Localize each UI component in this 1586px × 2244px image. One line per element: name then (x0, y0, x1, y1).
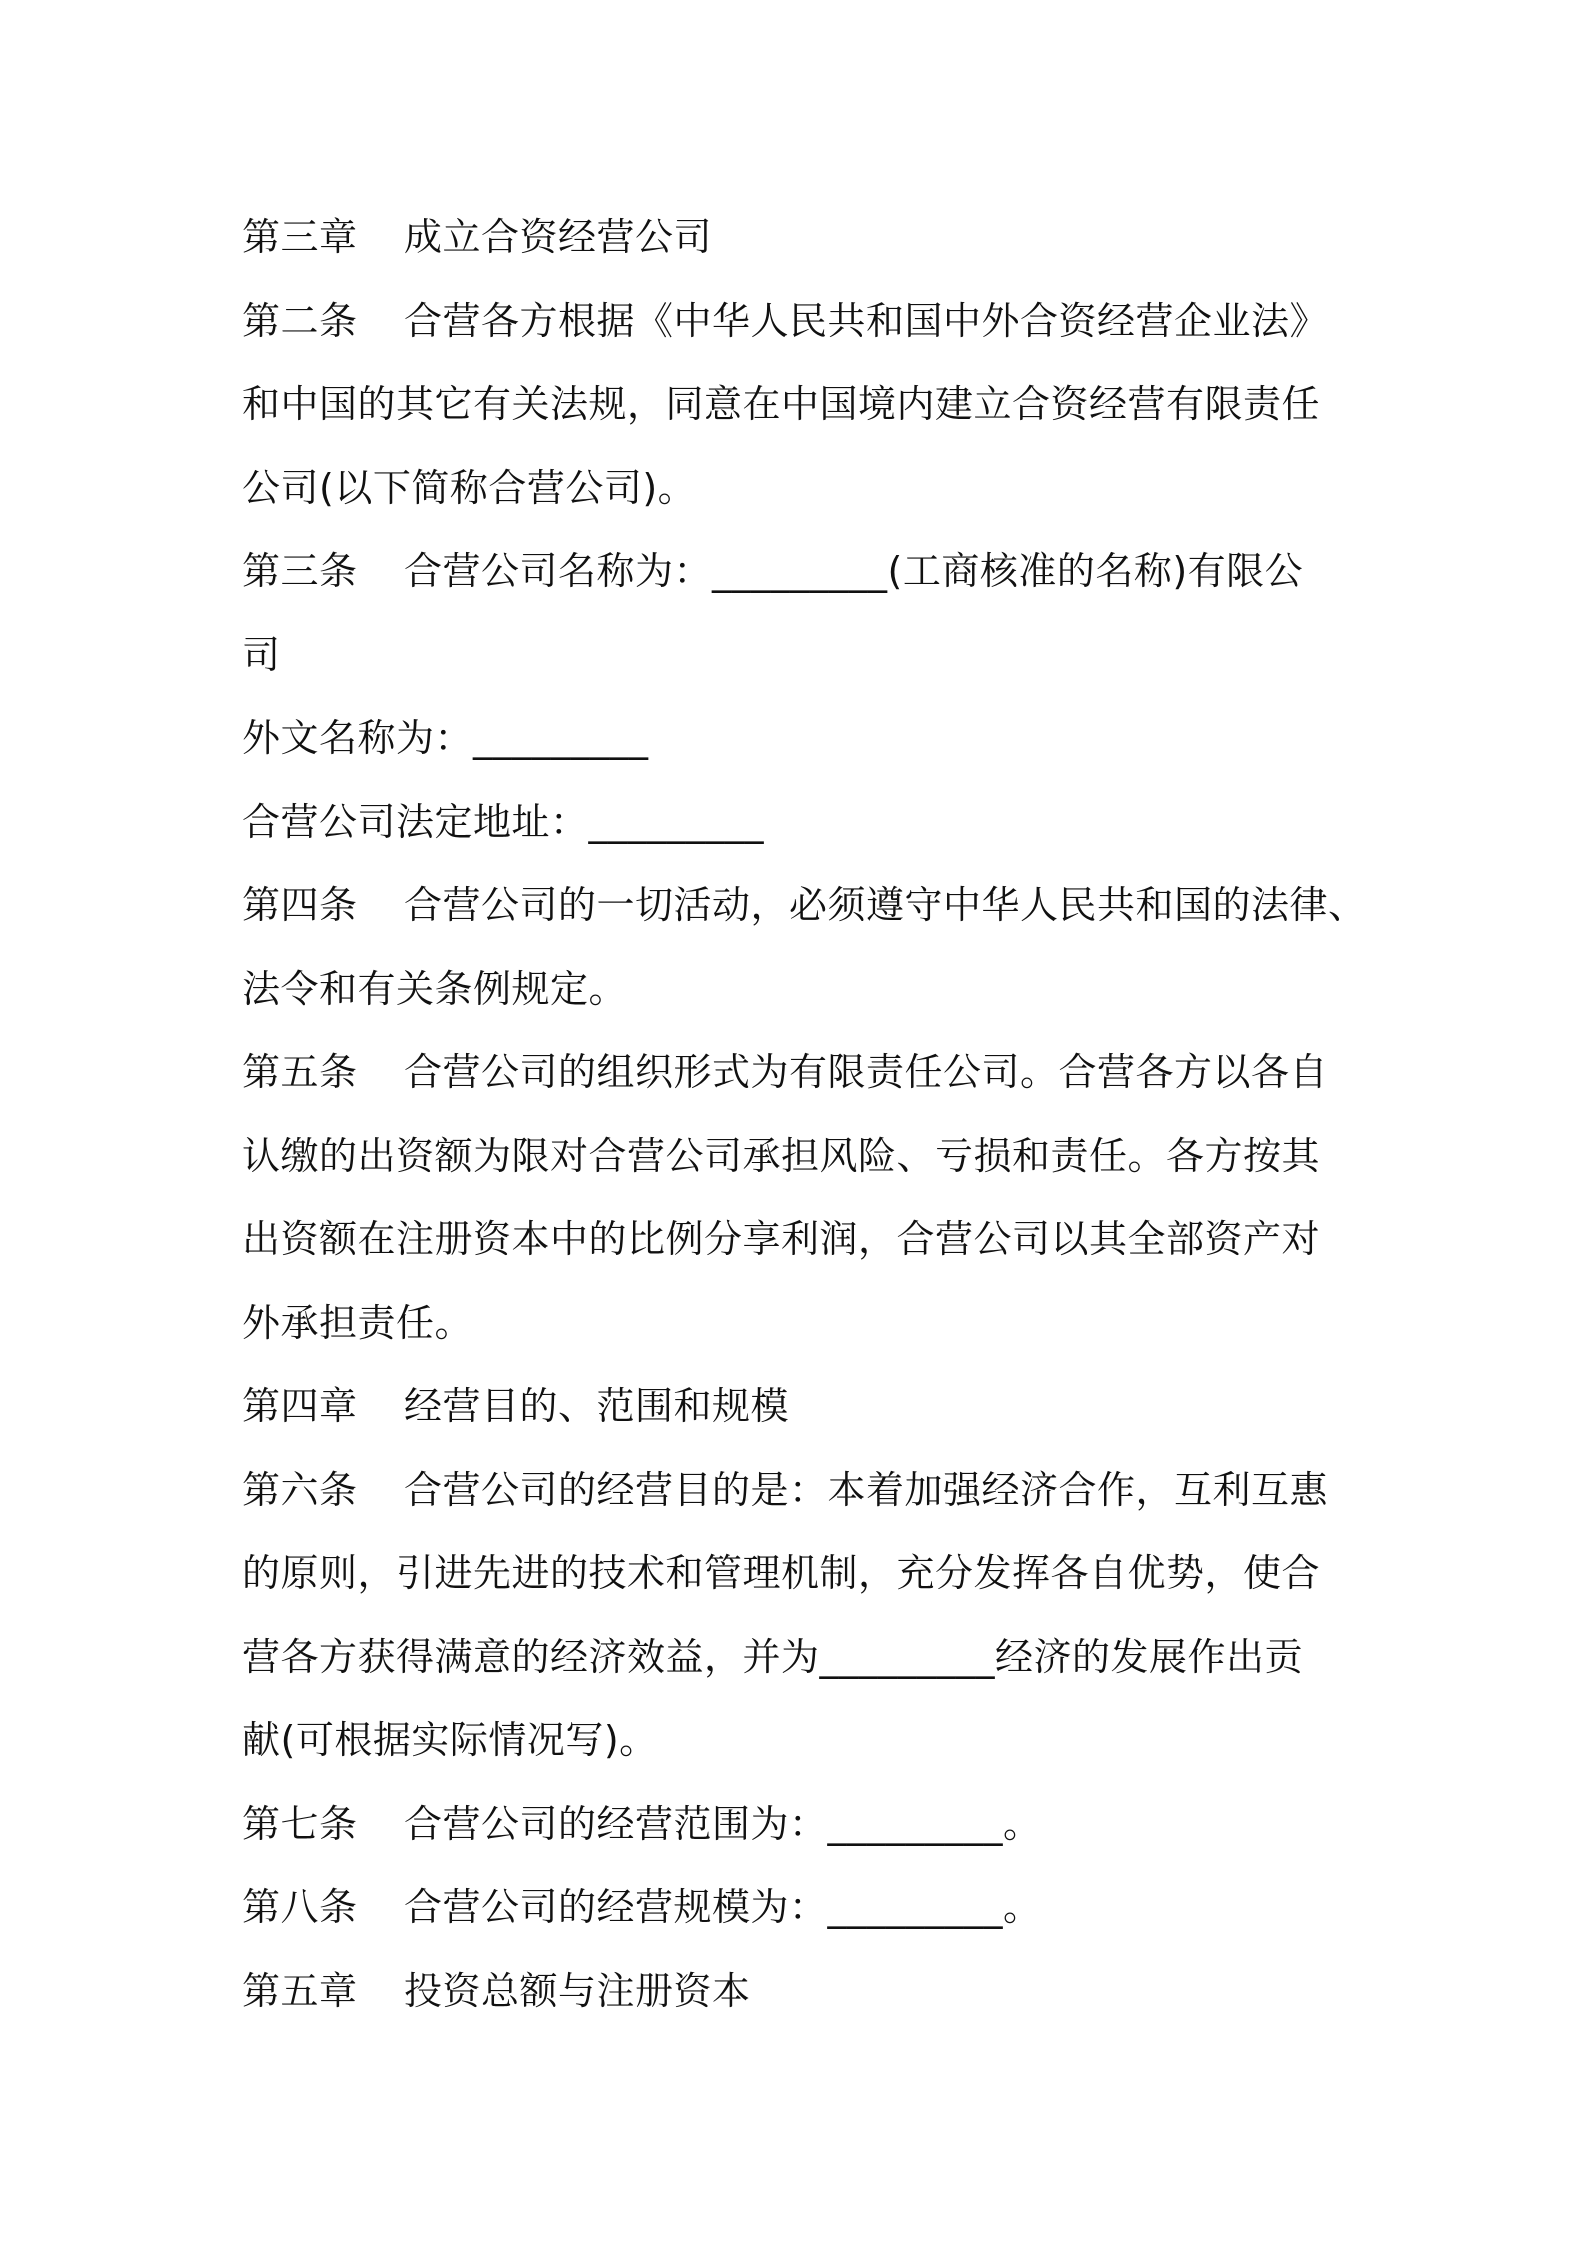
line-text: 法令和有关条例规定。 (242, 966, 628, 1011)
line-text: 认缴的出资额为限对合营公司承担风险、亏损和责任。各方按其 (242, 1133, 1321, 1178)
line-text: 合营公司的经营目的是：本着加强经济合作，互利互惠 (404, 1467, 1329, 1512)
foreign-name-line (242, 697, 1372, 781)
line-label: 第三条 (242, 549, 358, 593)
line-text: 献(可根据实际情况写)。 (242, 1718, 658, 1762)
article-6-line-2 (242, 1532, 1372, 1616)
line-label: 第四章 (242, 1384, 358, 1428)
line-label: 第三章 (242, 215, 358, 259)
line-label: 第二条 (242, 298, 358, 343)
line-text: 合营公司名称为：_________(工商核准的名称)有限公 (404, 549, 1304, 593)
line-label: 第七条 (242, 1801, 358, 1846)
article-5-line-4 (242, 1282, 1372, 1366)
article-3-line-2 (242, 614, 1372, 698)
chapter-4-heading (242, 1365, 1372, 1449)
line-text: 营各方获得满意的经济效益，并为_________经济的发展作出贡 (242, 1634, 1304, 1679)
line-text: 投资总额与注册资本 (404, 1968, 751, 2013)
article-5-line-1 (242, 1031, 1372, 1115)
article-5-line-2 (242, 1115, 1372, 1199)
line-text: 合营公司的组织形式为有限责任公司。合营各方以各自 (404, 1050, 1329, 1094)
article-6-line-1 (242, 1449, 1372, 1533)
article-6-line-3 (242, 1616, 1372, 1700)
legal-address-line (242, 781, 1372, 865)
line-text: 合营公司的经营范围为：_________。 (404, 1801, 1042, 1846)
line-text: 合营公司法定地址：_________ (242, 799, 765, 844)
line-text: 司 (242, 632, 281, 677)
line-label: 第八条 (242, 1885, 358, 1929)
article-3-line-1 (242, 530, 1372, 614)
line-text: 出资额在注册资本中的比例分享利润，合营公司以其全部资产对 (242, 1217, 1321, 1261)
line-label: 第五章 (242, 1968, 358, 2013)
line-text: 合营公司的经营规模为：_________。 (404, 1885, 1042, 1929)
chapter-3-heading (242, 196, 1372, 280)
line-label: 第六条 (242, 1467, 358, 1512)
line-text: 的原则，引进先进的技术和管理机制，充分发挥各自优势，使合 (242, 1551, 1321, 1595)
article-5-line-3 (242, 1198, 1372, 1282)
article-4-line-1 (242, 864, 1372, 948)
chapter-5-heading (242, 1950, 1372, 2034)
article-4-line-2 (242, 948, 1372, 1032)
article-7-line (242, 1783, 1372, 1867)
line-label: 第四条 (242, 883, 358, 927)
document-body (242, 196, 1372, 2033)
article-6-line-4 (242, 1699, 1372, 1783)
article-2-line-3 (242, 447, 1372, 531)
line-text: 外文名称为：_________ (242, 716, 649, 760)
line-text: 合营公司的一切活动，必须遵守中华人民共和国的法律、 (404, 883, 1367, 927)
line-text: 经营目的、范围和规模 (404, 1384, 790, 1428)
line-text: 成立合资经营公司 (404, 215, 713, 259)
line-label: 第五条 (242, 1050, 358, 1094)
line-text: 公司(以下简称合营公司)。 (242, 465, 697, 510)
line-text: 外承担责任。 (242, 1300, 474, 1345)
article-8-line (242, 1866, 1372, 1950)
article-2-line-2 (242, 363, 1372, 447)
line-text: 合营各方根据《中华人民共和国中外合资经营企业法》 (404, 298, 1329, 343)
article-2-line-1 (242, 280, 1372, 364)
line-text: 和中国的其它有关法规，同意在中国境内建立合资经营有限责任 (242, 382, 1321, 426)
